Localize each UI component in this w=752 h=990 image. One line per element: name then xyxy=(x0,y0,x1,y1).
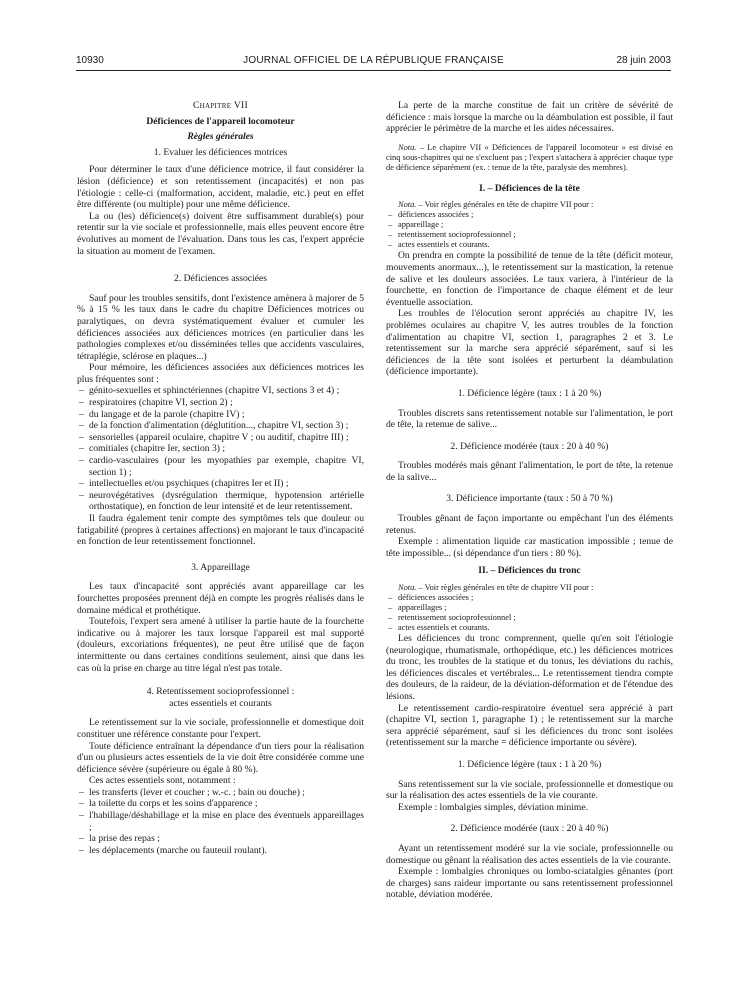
list-item: – déficiences associées ; xyxy=(386,210,673,220)
list-item: – comitiales (chapitre Ier, section 3) ; xyxy=(77,443,364,455)
section-II-note xyxy=(386,583,673,593)
list-item: – sensorielles (appareil oculaire, chapitre V ; ou auditif, chapitre III) ; xyxy=(77,432,364,444)
section-I-title: I. – Déficiences de la tête xyxy=(479,182,580,194)
note-label: Nota. xyxy=(398,583,417,593)
chapter-title: Déficiences de l'appareil locomoteur xyxy=(146,115,295,127)
header-rule xyxy=(76,70,671,71)
essential-acts-list xyxy=(77,787,364,857)
section-II-note-list xyxy=(386,593,673,633)
subsection-title: 2. Déficience modérée (taux : 20 à 40 %) xyxy=(450,440,609,452)
list-item: – actes essentiels et courants. xyxy=(386,240,673,250)
page-number: 10930 xyxy=(76,55,104,66)
list-item: – retentissement socioprofessionnel ; xyxy=(386,613,673,623)
issue-date: 28 juin 2003 xyxy=(616,55,671,66)
paragraph: La perte de la marche constitue de fait un critère de sévérité de déficience : mais lorsque la marche ou la déambulation est possible, il faut apprécier le périmètre de la marche et les aides nécessaires. xyxy=(386,100,673,135)
list-item: – cardio-vasculaires (pour les myopathies par exemple, chapitre VI, section 1) ; xyxy=(77,455,364,478)
general-rules-heading: Règles générales xyxy=(187,131,254,143)
chapter-note xyxy=(386,143,673,173)
note-label: Nota. xyxy=(398,200,417,210)
list-item: – la prise des repas ; xyxy=(77,833,364,845)
right-column xyxy=(386,100,673,901)
associated-deficiencies-list xyxy=(77,385,364,513)
list-item: – de la fonction d'alimentation (déglutition..., chapitre VI, section 3) ; xyxy=(77,420,364,432)
paragraph: Ces actes essentiels sont, notamment : xyxy=(89,775,236,787)
paragraph: Toute déficience entraînant la dépendance d'un tiers pour la réalisation d'un ou plusieurs actes essentiels de la vie doit être considérée comme une déficience sévère (supérieure ou égale à 80 %). xyxy=(77,740,364,775)
note-label: Nota. xyxy=(398,142,417,152)
list-item: – appareillages ; xyxy=(386,603,673,613)
subsection-title: 3. Déficience importante (taux : 50 à 70 %) xyxy=(446,493,613,505)
list-item: – déficiences associées ; xyxy=(386,593,673,603)
paragraph: Troubles modérés mais gênant l'alimentation, le port de tête, la retenue de la salive... xyxy=(386,460,673,483)
list-item: – les transferts (lever et coucher ; w.-c. ; bain ou douche) ; xyxy=(77,787,364,799)
list-item: – appareillage ; xyxy=(386,220,673,230)
list-item: – génito-sexuelles et sphinctériennes (chapitre VI, sections 3 et 4) ; xyxy=(77,385,364,397)
paragraph: Les déficiences du tronc comprennent, quelle qu'en soit l'étiologie (neurologique, rhumatismale, orthopédique, etc.) les déficiences motrices du tronc, les troubles de la statique et du tonus, les déviations du rachis, les déficiences discales et vertébrales... Le retentissement tiendra compte des douleurs, de la raideur, de la déviation-déformation et de l'étendue des lésions. xyxy=(386,633,673,702)
section-3-title: 3. Appareillage xyxy=(191,561,250,573)
paragraph: Exemple : alimentation liquide car mastication impossible ; tenue de tête impossible... (si dépendance d'un tiers : 80 %). xyxy=(386,536,673,559)
journal-title: JOURNAL OFFICIEL DE LA RÉPUBLIQUE FRANÇAISE xyxy=(243,55,504,66)
paragraph: Le retentissement cardio-respiratoire éventuel sera apprécié à part (chapitre VI, section 1, paragraphe 1) ; le retentissement sur la marche sera apprécié séparément, sauf si les déficiences du tronc sont isolées (retentissement sur la marche = déficience importante ou sévère). xyxy=(386,702,673,749)
section-4-subtitle: actes essentiels et courants xyxy=(169,697,272,709)
list-item: – les déplacements (marche ou fauteuil roulant). xyxy=(77,845,364,857)
list-item: – neurovégétatives (dysrégulation thermique, hypotension artérielle orthostatique), en fonction de leur intensité et de leur retentissement. xyxy=(77,490,364,513)
subsection-title: 1. Déficience légère (taux : 1 à 20 %) xyxy=(457,758,602,770)
section-II-title: II. – Déficiences du tronc xyxy=(478,565,581,577)
paragraph: Ayant un retentissement modéré sur la vie sociale, professionnelle ou domestique ou gênant la réalisation des actes essentiels de la vie courante. xyxy=(386,842,673,866)
list-item: – intellectuelles et/ou psychiques (chapitres Ier et II) ; xyxy=(77,478,364,490)
section-2-title: 2. Déficiences associées xyxy=(174,273,267,285)
list-item: – du langage et de la parole (chapitre IV) ; xyxy=(77,409,364,421)
note-text: – Voir règles générales en tête de chapitre VII pour : xyxy=(416,200,594,210)
paragraph: Sans retentissement sur la vie sociale, professionnelle et domestique ou sur la réalisation des actes essentiels de la vie courante. xyxy=(386,778,673,802)
section-I-note-list xyxy=(386,210,673,250)
paragraph: Pour mémoire, les déficiences associées aux déficiences motrices les plus fréquentes sont : xyxy=(77,362,364,385)
section-1-title: 1. Evaluer les déficiences motrices xyxy=(153,146,288,158)
section-I-note xyxy=(386,200,673,210)
section-4-title: 4. Retentissement socioprofessionnel : xyxy=(146,686,295,698)
subsection-title: 1. Déficience légère (taux : 1 à 20 %) xyxy=(457,387,602,399)
page-header xyxy=(76,55,671,71)
paragraph: Il faudra également tenir compte des symptômes tels que douleur ou fatigabilité (propres à certaines affections) en majorant le taux d'incapacité en fonction de leur retentissement fonctionnel. xyxy=(77,513,364,548)
paragraph: Troubles discrets sans retentissement notable sur l'alimentation, le port de tête, la retenue de salive... xyxy=(386,407,673,431)
paragraph: Les troubles de l'élocution seront appréciés au chapitre IV, les problèmes oculaires au chapitre V, les autres troubles de la fonction d'alimentation au chapitre VI, section 1, paragraphes 2 et 3. Le retentissement sur la marche sera apprécié séparément, sauf si les déficiences de la tête sont isolées et perturbent la déambulation (déficience importante). xyxy=(386,308,673,378)
paragraph: La ou (les) déficience(s) doivent être suffisamment durable(s) pour retentir sur la vie sociale et professionnelle, mais elles peuvent encore être évolutives au moment de l'évaluation. Dans tous les cas, l'expert apprécie la situation au moment de l'examen. xyxy=(77,210,364,257)
list-item: – respiratoires (chapitre VI, section 2) ; xyxy=(77,397,364,409)
note-text: – Voir règles générales en tête de chapitre VII pour : xyxy=(416,583,594,593)
subsection-title: 2. Déficience modérée (taux : 20 à 40 %) xyxy=(450,823,609,835)
paragraph: Le retentissement sur la vie sociale, professionnelle et domestique doit constituer une référence constante pour l'expert. xyxy=(77,717,364,740)
list-item: – retentissement socioprofessionnel ; xyxy=(386,230,673,240)
paragraph: Sauf pour les troubles sensitifs, dont l'existence amènera à majorer de 5 % à 15 % les taux dans le cadre du chapitre Déficiences motrices ou paralytiques, on devra systématiquement évaluer et cumuler les déficiences associées aux déficiences motrices (en particulier dans les pathologies complexes et/ou disséminées telles que accidents vasculaires, tétraplégie, sclérose en plaques...) xyxy=(77,292,364,362)
paragraph: Exemple : lombalgies simples, déviation minime. xyxy=(398,801,588,813)
paragraph: Pour déterminer le taux d'une déficience motrice, il faut considérer la lésion (déficience) et son retentissement (incapacités) et non pas l'étiologie : celle-ci (malformation, accident, maladie, etc.) peut en effet être différente (ou multiple) pour une même déficience. xyxy=(77,164,364,211)
paragraph: Troubles gênant de façon importante ou empêchant l'un des éléments retenus. xyxy=(386,513,673,536)
chapter-heading: Chapitre VII xyxy=(192,100,249,111)
list-item: – l'habillage/déshabillage et la mise en place des éventuels appareillages ; xyxy=(77,810,364,833)
left-column xyxy=(77,100,364,856)
list-item: – actes essentiels et courants. xyxy=(386,623,673,633)
paragraph: Exemple : lombalgies chroniques ou lombo-sciatalgies gênantes (port de charges) sans raideur importante ou sans retentissement professionnel notable, déviation modérée. xyxy=(386,866,673,901)
list-item: – la toilette du corps et les soins d'apparence ; xyxy=(77,798,364,810)
paragraph: Toutefois, l'expert sera amené à utiliser la partie haute de la fourchette indicative ou à majorer les taux lorsque l'appareil est mal supporté (douleurs, excoriations fréquentes), ne peut être utilisé que de façon intermittente ou dans certaines conditions seulement, ainsi que dans les cas où la prise en charge au titre légal n'est pas totale. xyxy=(77,616,364,674)
paragraph: On prendra en compte la possibilité de tenue de la tête (déficit moteur, mouvements anormaux...), le retentissement sur la mastication, la retenue de salive et les douleurs associées. Le taux variera, à l'intérieur de la fourchette, en fonction de l'importance de chaque élément et de leur éventuelle association. xyxy=(386,250,673,308)
paragraph: Les taux d'incapacité sont appréciés avant appareillage car les fourchettes proposées prennent déjà en compte les progrès réalisés dans le domaine médical et prothétique. xyxy=(77,581,364,616)
note-text: – Le chapitre VII « Déficiences de l'appareil locomoteur » est divisé en cinq sous-chapitres qui ne s'excluent pas ; l'expert s'attachera à apprécier chaque type de déficience séparément (ex. : tenue de la tête, paralysie des membres). xyxy=(386,142,673,172)
